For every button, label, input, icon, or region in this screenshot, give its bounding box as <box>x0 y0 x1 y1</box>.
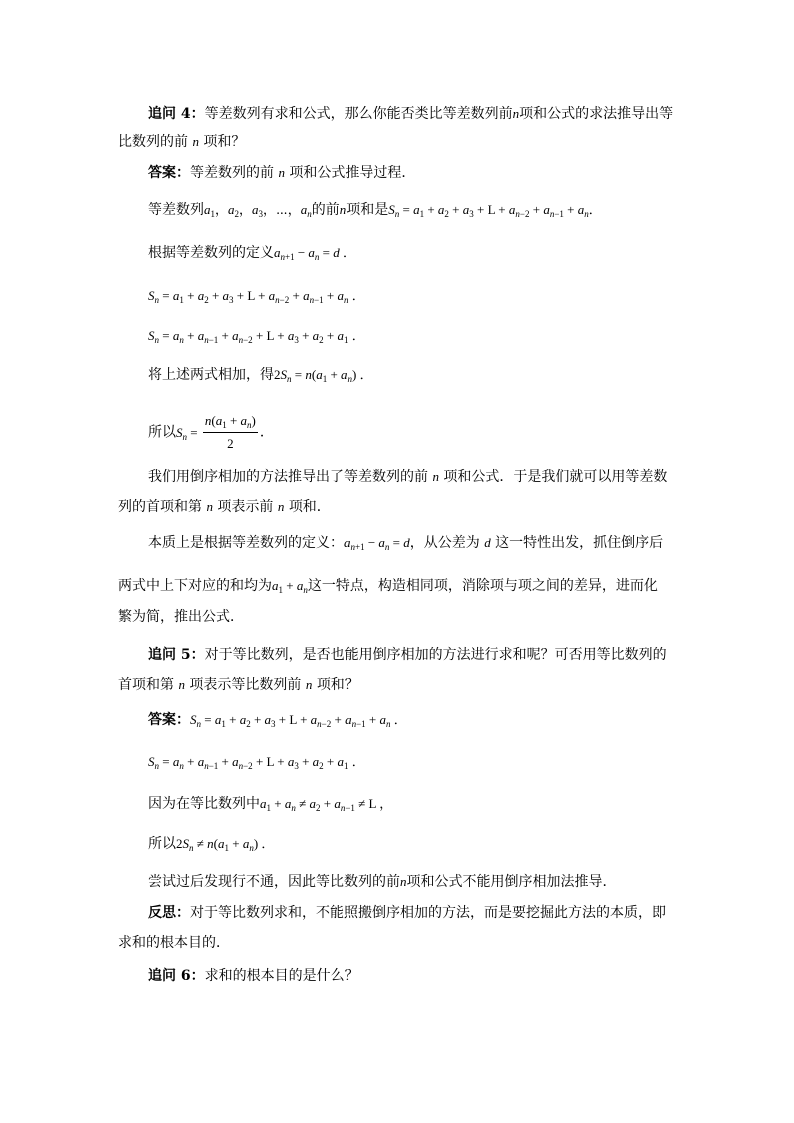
answer-5-conclusion: 尝试过后发现行不通，因此等比数列的前n项和公式不能用倒序相加法推导． <box>148 874 617 890</box>
answer-5-label: 答案： <box>148 712 190 728</box>
paragraph-1-line-1: 我们用倒序相加的方法推导出了等差数列的前 n 项和公式．于是我们就可以用等差数 <box>148 469 668 485</box>
question-4-label: 追问 4： <box>148 106 205 122</box>
question-4-line-1: 追问 4：等差数列有求和公式，那么你能否类比等差数列前n项和公式的求法推导出等 <box>148 106 674 122</box>
paragraph-2-line-2: 两式中上下对应的和均为$a_1 + a_n$这一特点，构造相同项，消除项与项之间的差异，进而化 <box>118 578 658 595</box>
question-5-line-1: 追问 5：对于等比数列，是否也能用倒序相加的方法进行求和呢？可否用等比数列的 <box>148 647 667 663</box>
reflection-line-2: 求和的根本目的． <box>118 935 230 951</box>
answer-4-sequence-sum: 等差数列$a_1$，$a_2$，$a_3$，⋯，$a_n$的前n项和是$S_n = a_1 + a_2 + a_3 + L + a_{n-2} + a_{n-1} + a_n$． <box>148 202 602 219</box>
sum-formula: $S_n = a_1 + a_2 + a_3 + L + a_{n-2} + a_{n-1} + a_n$． <box>388 202 602 219</box>
answer-5-reverse-sum: $S_n = a_n + a_{n-1} + a_{n-2} + L + a_3 + a_2 + a_1$ ． <box>148 754 365 771</box>
question-4-line-2: 比数列的前 n 项和？ <box>118 134 246 150</box>
answer-4-label: 答案： <box>148 165 190 181</box>
paragraph-1-line-2: 列的首项和第 n 项表示前 n 项和． <box>118 499 331 515</box>
answer-5-so: 所以$2S_n \ne n(a_1 + a_n)$ ． <box>148 836 275 853</box>
answer-5-forward-sum: 答案：$S_n = a_1 + a_2 + a_3 + L + a_{n-2} + a_{n-1} + a_n$ ． <box>148 712 407 729</box>
sum-fraction: $\frac{n(a_1 + a_n)}{2}$ <box>203 410 258 455</box>
arithmetic-sum-result: 所以$S_n$ = $\frac{n(a_1 + a_n)}{2}$ ． <box>148 410 274 455</box>
combine-step: 将上述两式相加，得$2S_n = n(a_1 + a_n)$ ． <box>148 367 373 384</box>
reflection-label: 反思： <box>148 905 190 921</box>
question-5-line-2: 首项和第 n 项表示等比数列前 n 项和？ <box>118 677 359 693</box>
paragraph-2-line-3: 繁为简，推出公式． <box>118 609 244 625</box>
answer-4-definition: 根据等差数列的定义$a_{n+1} - a_n = d$ ． <box>148 245 357 262</box>
question-6: 追问 6：求和的根本目的是什么？ <box>148 968 359 984</box>
reverse-sum-formula: $S_n = a_n + a_{n-1} + a_{n-2} + L + a_3 + a_2 + a_1$ ． <box>148 328 365 345</box>
question-5-label: 追问 5： <box>148 647 205 663</box>
answer-4-heading: 答案：等差数列的前 n 项和公式推导过程． <box>148 165 416 181</box>
paragraph-2-line-1: 本质上是根据等差数列的定义：$a_{n+1} - a_n = d$，从公差为 d 这一特性出发，抓住倒序后 <box>148 535 664 552</box>
answer-5-because: 因为在等比数列中$a_1 + a_n \ne a_2 + a_{n-1} \ne L$ ， <box>148 796 393 813</box>
question-6-label: 追问 6： <box>148 968 205 984</box>
reflection-line-1: 反思：对于等比数列求和，不能照搬倒序相加的方法，而是要挖掘此方法的本质，即 <box>148 905 666 921</box>
forward-sum-formula: $S_n = a_1 + a_2 + a_3 + L + a_{n-2} + a_{n-1} + a_n$ ． <box>148 288 365 305</box>
